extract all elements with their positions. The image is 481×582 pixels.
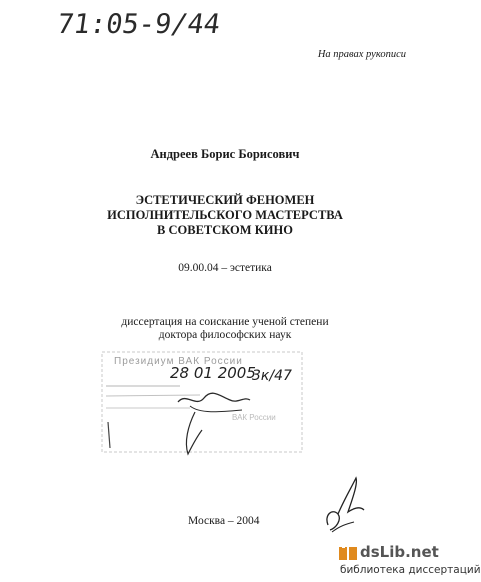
title-line: ЭСТЕТИЧЕСКИЙ ФЕНОМЕН	[135, 193, 315, 207]
title-line: ИСПОЛНИТЕЛЬСКОГО МАСТЕРСТВА	[107, 208, 343, 222]
site-tagline: библиотека диссертаций	[340, 564, 481, 576]
stamp-handwritten-code: 3к/47	[252, 368, 292, 384]
manuscript-rights-note: На правах рукописи	[317, 49, 406, 60]
handwritten-number	[55, 6, 258, 40]
site-footer	[320, 540, 481, 582]
stamp-faint-text: ВАК России	[232, 413, 276, 422]
book-icon	[338, 544, 358, 562]
dissertation-title	[0, 193, 450, 238]
site-name: dsLib.net	[360, 543, 439, 561]
author-name: Андреев Борис Борисович	[150, 147, 300, 161]
degree-statement	[0, 316, 450, 342]
dslib-logo[interactable]	[320, 540, 481, 582]
signature	[320, 470, 372, 540]
specialty-code: 09.00.04 – эстетика	[178, 262, 272, 274]
title-line: В СОВЕТСКОМ КИНО	[157, 223, 293, 237]
city-year: Москва – 2004	[188, 515, 260, 527]
degree-line: доктора философских наук	[158, 329, 292, 341]
svg-text:71:05-9/44: 71:05-9/44	[55, 9, 223, 40]
stamp-header: Президиум ВАК России	[114, 356, 243, 367]
degree-line: диссертация на соискание ученой степени	[121, 316, 329, 328]
vak-stamp	[100, 350, 320, 460]
stamp-handwritten-date: 28 01 2005	[170, 364, 256, 382]
